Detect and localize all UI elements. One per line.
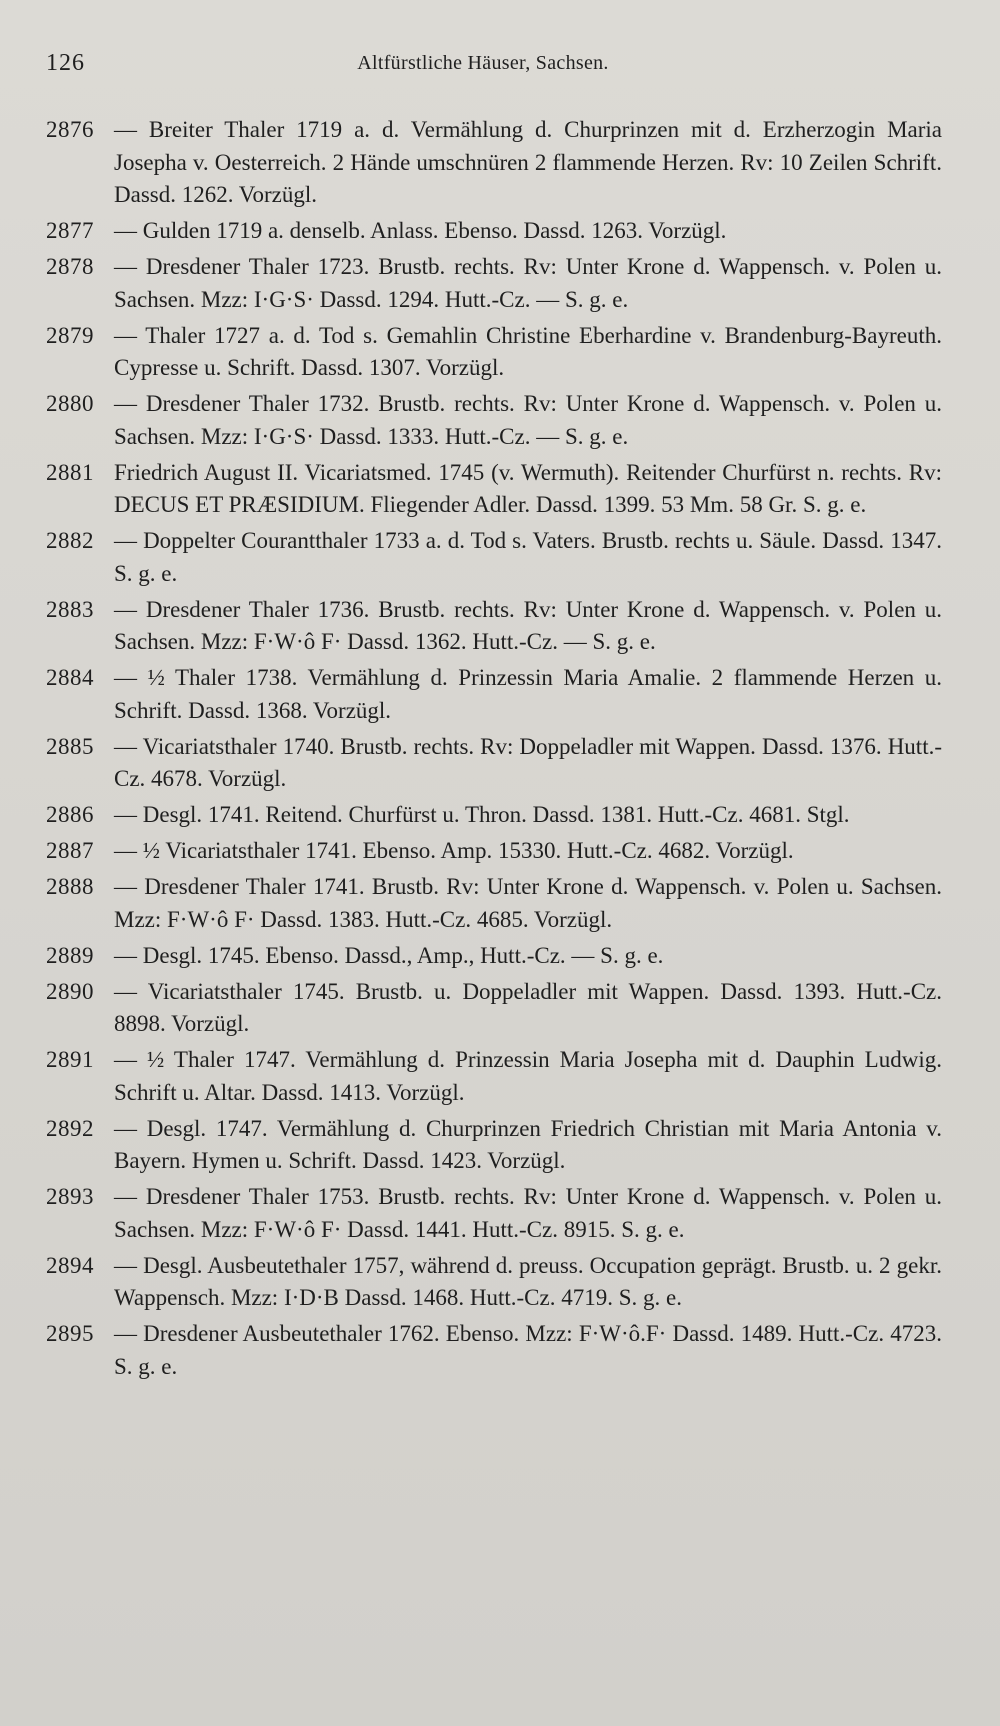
entry-description: Friedrich August II. Vicariatsmed. 1745 (v. Wermuth). Reitender Churfürst n. rechts. Rv: DECUS ET PRÆSIDIUM. Fliegender Adler. Dassd. 1399. 53 Mm. 58 Gr. S. g. e. [114, 459, 942, 517]
entry-description: — Breiter Thaler 1719 a. d. Vermählung d. Churprinzen mit d. Erzherzogin Maria Josepha v. Oesterreich. 2 Hände umschnüren 2 flammende Herzen. Rv: 10 Zeilen Schrift. Dassd. 1262. Vorzügl. [114, 117, 942, 207]
entry-number: 2886 [46, 802, 94, 827]
catalog-entry [46, 114, 942, 212]
entry-description: — Desgl. 1745. Ebenso. Dassd., Amp., Hutt.-Cz. — S. g. e. [114, 942, 664, 968]
catalog-entry [46, 835, 942, 868]
entry-number: 2881 [46, 459, 94, 485]
catalog-entry [46, 662, 942, 727]
catalog-entry [46, 388, 942, 453]
catalog-entry [46, 215, 942, 248]
entry-number: 2893 [46, 1184, 94, 1209]
entry-description: — ½ Thaler 1747. Vermählung d. Prinzessin Maria Josepha mit d. Dauphin Ludwig. Schrift u. Altar. Dassd. 1413. Vorzügl. [114, 1047, 942, 1105]
catalog-entry [46, 731, 942, 796]
entry-number: 2889 [46, 942, 94, 968]
entry-description: — Dresdener Thaler 1732. Brustb. rechts. Rv: Unter Krone d. Wappensch. v. Polen u. Sachsen. Mzz: I·G·S· Dassd. 1333. Hutt.-Cz. — S. g. e. [114, 391, 942, 449]
catalog-entry [46, 1113, 942, 1178]
entry-description: — Desgl. 1747. Vermählung d. Churprinzen Friedrich Christian mit Maria Antonia v. Bayern. Hymen u. Schrift. Dassd. 1423. Vorzügl. [114, 1115, 942, 1173]
catalog-entry [46, 871, 942, 936]
entry-number: 2884 [46, 665, 94, 690]
entry-number: 2876 [46, 117, 94, 142]
entry-number: 2895 [46, 1321, 94, 1346]
catalog-entry [46, 1250, 942, 1315]
catalog-entry [46, 457, 942, 522]
catalog-entry [46, 1318, 942, 1383]
entry-description: — Dresdener Thaler 1736. Brustb. rechts. Rv: Unter Krone d. Wappensch. v. Polen u. Sachsen. Mzz: F·W·ô F· Dassd. 1362. Hutt.-Cz. — S. g. e. [114, 596, 942, 654]
catalog-entries [46, 114, 942, 1387]
catalog-entry [46, 594, 942, 659]
catalog-entry [46, 976, 942, 1041]
entry-number: 2880 [46, 391, 94, 416]
entry-description: — Vicariatsthaler 1745. Brustb. u. Doppeladler mit Wappen. Dassd. 1393. Hutt.-Cz. 8898. Vorzügl. [114, 978, 942, 1036]
entry-number: 2894 [46, 1252, 94, 1278]
entry-description: — ½ Vicariatsthaler 1741. Ebenso. Amp. 15330. Hutt.-Cz. 4682. Vorzügl. [114, 838, 794, 863]
entry-number: 2883 [46, 596, 94, 622]
catalog-entry [46, 1181, 942, 1246]
catalog-entry [46, 799, 942, 832]
catalog-entry [46, 1044, 942, 1109]
entry-number: 2885 [46, 733, 94, 759]
entry-description: — Gulden 1719 a. denselb. Anlass. Ebenso. Dassd. 1263. Vorzügl. [114, 218, 727, 243]
page-number: 126 [46, 50, 85, 76]
entry-description: — Desgl. Ausbeutethaler 1757, während d. preuss. Occupation geprägt. Brustb. u. 2 gekr. Wappensch. Mzz: I·D·B Dassd. 1468. Hutt.-Cz. 4719. S. g. e. [114, 1252, 942, 1310]
page-header [46, 50, 920, 82]
entry-description: — Desgl. 1741. Reitend. Churfürst u. Thron. Dassd. 1381. Hutt.-Cz. 4681. Stgl. [114, 802, 850, 827]
running-title: Altfürstliche Häuser, Sachsen. [357, 52, 609, 74]
entry-description: — Dresdener Thaler 1753. Brustb. rechts. Rv: Unter Krone d. Wappensch. v. Polen u. Sachsen. Mzz: F·W·ô F· Dassd. 1441. Hutt.-Cz. 8915. S. g. e. [114, 1184, 942, 1242]
catalog-entry [46, 320, 942, 385]
entry-description: — Dresdener Ausbeutethaler 1762. Ebenso. Mzz: F·W·ô.F· Dassd. 1489. Hutt.-Cz. 4723. S. g. e. [114, 1321, 942, 1379]
entry-number: 2891 [46, 1047, 94, 1072]
entry-number: 2879 [46, 322, 94, 348]
entry-description: — Dresdener Thaler 1741. Brustb. Rv: Unter Krone d. Wappensch. v. Polen u. Sachsen. Mzz: F·W·ô F· Dassd. 1383. Hutt.-Cz. 4685. Vorzügl. [114, 874, 942, 932]
catalog-entry [46, 940, 942, 973]
entry-number: 2878 [46, 254, 94, 279]
entry-description: — Dresdener Thaler 1723. Brustb. rechts. Rv: Unter Krone d. Wappensch. v. Polen u. Sachsen. Mzz: I·G·S· Dassd. 1294. Hutt.-Cz. — S. g. e. [114, 254, 942, 312]
entry-number: 2877 [46, 218, 94, 243]
entry-number: 2890 [46, 978, 94, 1004]
catalog-entry [46, 251, 942, 316]
entry-number: 2888 [46, 874, 94, 899]
entry-description: — Thaler 1727 a. d. Tod s. Gemahlin Christine Eberhardine v. Brandenburg-Bayreuth. Cypresse u. Schrift. Dassd. 1307. Vorzügl. [114, 322, 942, 380]
entry-description: — Vicariatsthaler 1740. Brustb. rechts. Rv: Doppeladler mit Wappen. Dassd. 1376. Hutt.-Cz. 4678. Vorzügl. [114, 733, 942, 791]
entry-number: 2887 [46, 838, 94, 863]
entry-description: — ½ Thaler 1738. Vermählung d. Prinzessin Maria Amalie. 2 flammende Herzen u. Schrift. Dassd. 1368. Vorzügl. [114, 665, 942, 723]
entry-number: 2882 [46, 528, 94, 553]
entry-description: — Doppelter Courantthaler 1733 a. d. Tod s. Vaters. Brustb. rechts u. Säule. Dassd. 1347. S. g. e. [114, 528, 942, 586]
entry-number: 2892 [46, 1115, 94, 1141]
catalog-entry [46, 525, 942, 590]
